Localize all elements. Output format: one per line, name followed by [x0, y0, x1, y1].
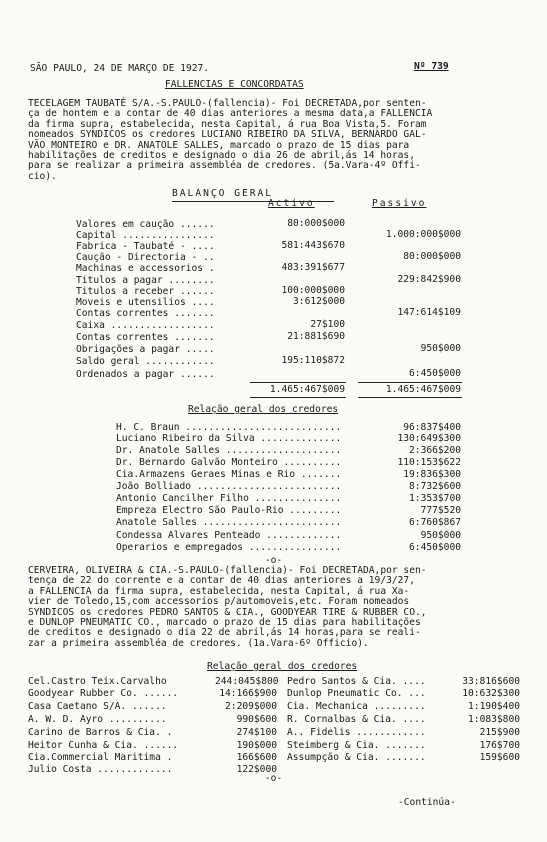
creditor-value: 10:632$300 — [462, 688, 520, 699]
creditor-name: Antonio Cancilher Filho ............... — [116, 493, 342, 504]
passivo-total-rule — [358, 382, 462, 383]
notice2-paragraph — [28, 566, 524, 649]
separator-mark: -o- — [264, 773, 283, 784]
creditor-name: Dunlop Pneumatic Co. ... — [287, 688, 426, 699]
creditor-name: Dr. Anatole Salles .................... — [116, 445, 342, 456]
balance-label: Obrigações a pagar ..... — [76, 344, 215, 355]
notice1-line: habilitações de creditos e designado o dia 26 de abril,ás 14 horas, — [28, 149, 415, 161]
balance-ativo: 100:000$000 — [281, 285, 345, 296]
balance-label: Contas correntes ....... — [76, 332, 215, 343]
creditor-value: 777$520 — [420, 505, 461, 516]
balance-ativo: 80:000$000 — [287, 218, 345, 229]
balance-ativo: 3:612$000 — [293, 296, 345, 307]
creditor-value: 110:153$622 — [397, 457, 461, 468]
balance-ativo: 21:881$690 — [287, 331, 345, 342]
creditor-value: 950$000 — [420, 530, 461, 541]
creditor-value: 159$600 — [479, 752, 520, 763]
creditor-name: Assumpção & Cia. ....... — [287, 752, 426, 763]
balance-ativo: 581:443$670 — [281, 240, 345, 251]
notice1-line: para se realizar a primeira assembléa de credores. (5a.Vara-4º Offi- — [28, 160, 421, 172]
balance-passivo: 6:450$000 — [409, 368, 461, 379]
balance-passivo: 1.000:000$000 — [385, 229, 461, 240]
creditor-name: Cia.Commercial Maritima . — [28, 752, 173, 763]
creditor-value: 2:209$000 — [225, 701, 277, 712]
notice1-line: nomeados SYNDICOS os credores LUCIANO RIBEIRO DA SILVA, BERNARDO GAL- — [28, 129, 427, 141]
creditor-value: 274$100 — [236, 727, 277, 738]
creditor-name: Cia.Armazens Geraes Minas e Rio ....... — [116, 469, 342, 480]
ativo-double-rule — [250, 397, 346, 398]
document-number: Nº 739 — [414, 61, 449, 72]
notice1-line: VÃO MONTEIRO e DR. ANATOLE SALLES, marcado o prazo de 15 dias para — [28, 139, 410, 151]
creditor-value: 1:353$700 — [409, 493, 461, 504]
notice2-line: CERVEIRA, OLIVEIRA & CIA.-S.PAULO-(fallencia)- Foi DECRETADA,por sen- — [28, 565, 427, 576]
balance-label: Machinas e accessorios . — [76, 263, 215, 274]
total-ativo: 1.465:467$009 — [269, 384, 345, 395]
creditor-value: 1:083$800 — [468, 714, 520, 725]
creditor-value: 244:045$800 — [215, 676, 279, 687]
section-title: FALLENCIAS E CONCORDATAS — [165, 79, 304, 90]
notice1-line: cio). — [28, 170, 57, 182]
notice2-line: e DUNLOP PNEUMATIC CO., marcado o prazo de 15 dias para habilitações — [28, 616, 421, 628]
balance-passivo: 80:000$000 — [403, 251, 461, 262]
creditor-name: Dr. Bernardo Galvão Monteiro .......... — [116, 457, 342, 468]
continues-note: -Continúa- — [398, 797, 456, 808]
creditor-name: H. C. Braun ........................... — [116, 422, 342, 433]
balance-label: Capital ................ — [76, 230, 215, 241]
creditor-name: Carino de Barros & Cia. . — [28, 727, 173, 738]
creditor-name: A. W. D. Ayro .......... — [28, 714, 167, 725]
creditor-value: 19:836$300 — [403, 469, 461, 480]
passivo-double-rule — [358, 397, 462, 398]
creditor-value: 2:366$200 — [409, 445, 461, 456]
balance-passivo: 950$000 — [420, 343, 461, 354]
creditor-name: Luciano Ribeiro da Silva .............. — [116, 433, 342, 444]
notice1-line: da firma supra, estabelecida, nesta Capital, á rua Boa Vista,5. Foram — [28, 118, 427, 130]
creditor-value: 33:816$600 — [462, 676, 520, 687]
creditor-name: Cel.Castro Teix.Carvalho — [28, 676, 167, 687]
notice1-paragraph — [28, 99, 524, 182]
creditor-name: João Bolliado ......................... — [116, 481, 342, 492]
col-ativo-header: Activo — [268, 198, 315, 209]
balance-label: Moveis e utensilios .... — [76, 297, 215, 308]
balance-label: Fabrica - Taubaté - .... — [76, 241, 215, 252]
balance-label: Saldo geral ............ — [76, 356, 215, 367]
creditor-value: 8:732$600 — [409, 481, 461, 492]
creditor-value: 166$600 — [236, 752, 277, 763]
balance-passivo: 147:614$109 — [397, 307, 461, 318]
ativo-total-rule — [250, 382, 346, 383]
balance-ativo: 27$100 — [310, 319, 345, 330]
creditors2-title: Relação geral dos credores — [207, 661, 358, 672]
separator-mark: -o- — [264, 555, 283, 566]
balance-label: Caução - Directoria - .. — [76, 252, 215, 263]
creditor-name: Operarios e empregados ................ — [116, 542, 342, 553]
notice2-line: zar a primeira assembléa de credores. (1a.Vara-6º Officio). — [28, 637, 369, 649]
notice1-line: ça de hontem e a contar de 40 dias anteriores a mesma data,a FALLENCIA — [28, 108, 433, 120]
balance-label: Titulos a receber ...... — [76, 286, 215, 297]
notice2-line: vier de Toledo,15,com accessorios p/automoveis,etc. Foram nomeados — [28, 596, 410, 608]
notice2-line: SYNDICOS os credores PEDRO SANTOS & CIA., GOODYEAR TIRE & RUBBER CO., — [28, 606, 427, 618]
creditor-name: Cia. Mechanica ......... — [287, 701, 426, 712]
creditors-title: Relação geral dos credores — [188, 404, 339, 415]
balance-ativo: 483:391$677 — [281, 262, 345, 273]
col-passivo-header: Passivo — [372, 198, 427, 209]
creditor-value: 14:166$900 — [219, 688, 277, 699]
creditor-value: 215$900 — [479, 727, 520, 738]
creditor-value: 190$000 — [236, 740, 277, 751]
creditor-value: 176$700 — [479, 740, 520, 751]
balance-passivo: 229:842$900 — [397, 274, 461, 285]
balance-label: Contas correntes ....... — [76, 308, 215, 319]
balance-title: BALANÇO GERAL — [172, 188, 274, 199]
creditor-value: 130:649$300 — [397, 433, 461, 444]
creditor-name: Heitor Cunha & Cia. ...... — [28, 740, 179, 751]
notice2-line: a FALLENCIA da firma supra, estabelecida, nesta Capital, á rua Xa- — [28, 585, 410, 597]
creditor-value: 96:837$400 — [403, 422, 461, 433]
creditor-name: Anatole Salles ........................ — [116, 517, 342, 528]
creditor-value: 6:450$000 — [409, 542, 461, 553]
balance-label: Ordenados a pagar ...... — [76, 369, 215, 380]
balance-label: Caixa .................. — [76, 320, 215, 331]
creditor-name: Casa Caetano S/A. ...... — [28, 701, 167, 712]
creditor-value: 990$600 — [236, 714, 277, 725]
notice2-line: tença de 22 do corrente e a contar de 40 dias anteriores a 19/3/27, — [28, 575, 415, 587]
notice1-line: TECELAGEM TAUBATÉ S/A.-S.PAULO-(fallencia)- Foi DECRETADA,por senten- — [28, 98, 427, 109]
creditor-value: 6:760$867 — [409, 517, 461, 528]
creditor-name: R. Cornalbas & Cia. .... — [287, 714, 426, 725]
creditor-name: Empreza Electro São Paulo-Rio ......... — [116, 505, 342, 516]
creditor-name: Pedro Santos & Cia. .... — [287, 676, 426, 687]
creditor-name: Goodyear Rubber Co. ...... — [28, 688, 179, 699]
balance-ativo: 195:110$872 — [281, 355, 345, 366]
notice2-line: de creditos e designado o dia 22 de abril,ás 14 horas,para se reali- — [28, 627, 421, 639]
creditor-value: 1:190$400 — [468, 701, 520, 712]
balance-label: Valores em caução ...... — [76, 219, 215, 230]
dateline: SÃO PAULO, 24 DE MARÇO DE 1927. — [30, 63, 210, 74]
creditor-value: 122$000 — [236, 764, 277, 775]
balance-label: Titulos a pagar ........ — [76, 275, 215, 286]
total-passivo: 1.465:467$009 — [385, 384, 461, 395]
creditor-name: Steimberg & Cia. ....... — [287, 740, 426, 751]
creditor-name: Condessa Alvares Penteado ............. — [116, 530, 342, 541]
creditor-name: A.. Fidelis ............ — [287, 727, 426, 738]
creditor-name: Julio Costa ............. — [28, 764, 173, 775]
